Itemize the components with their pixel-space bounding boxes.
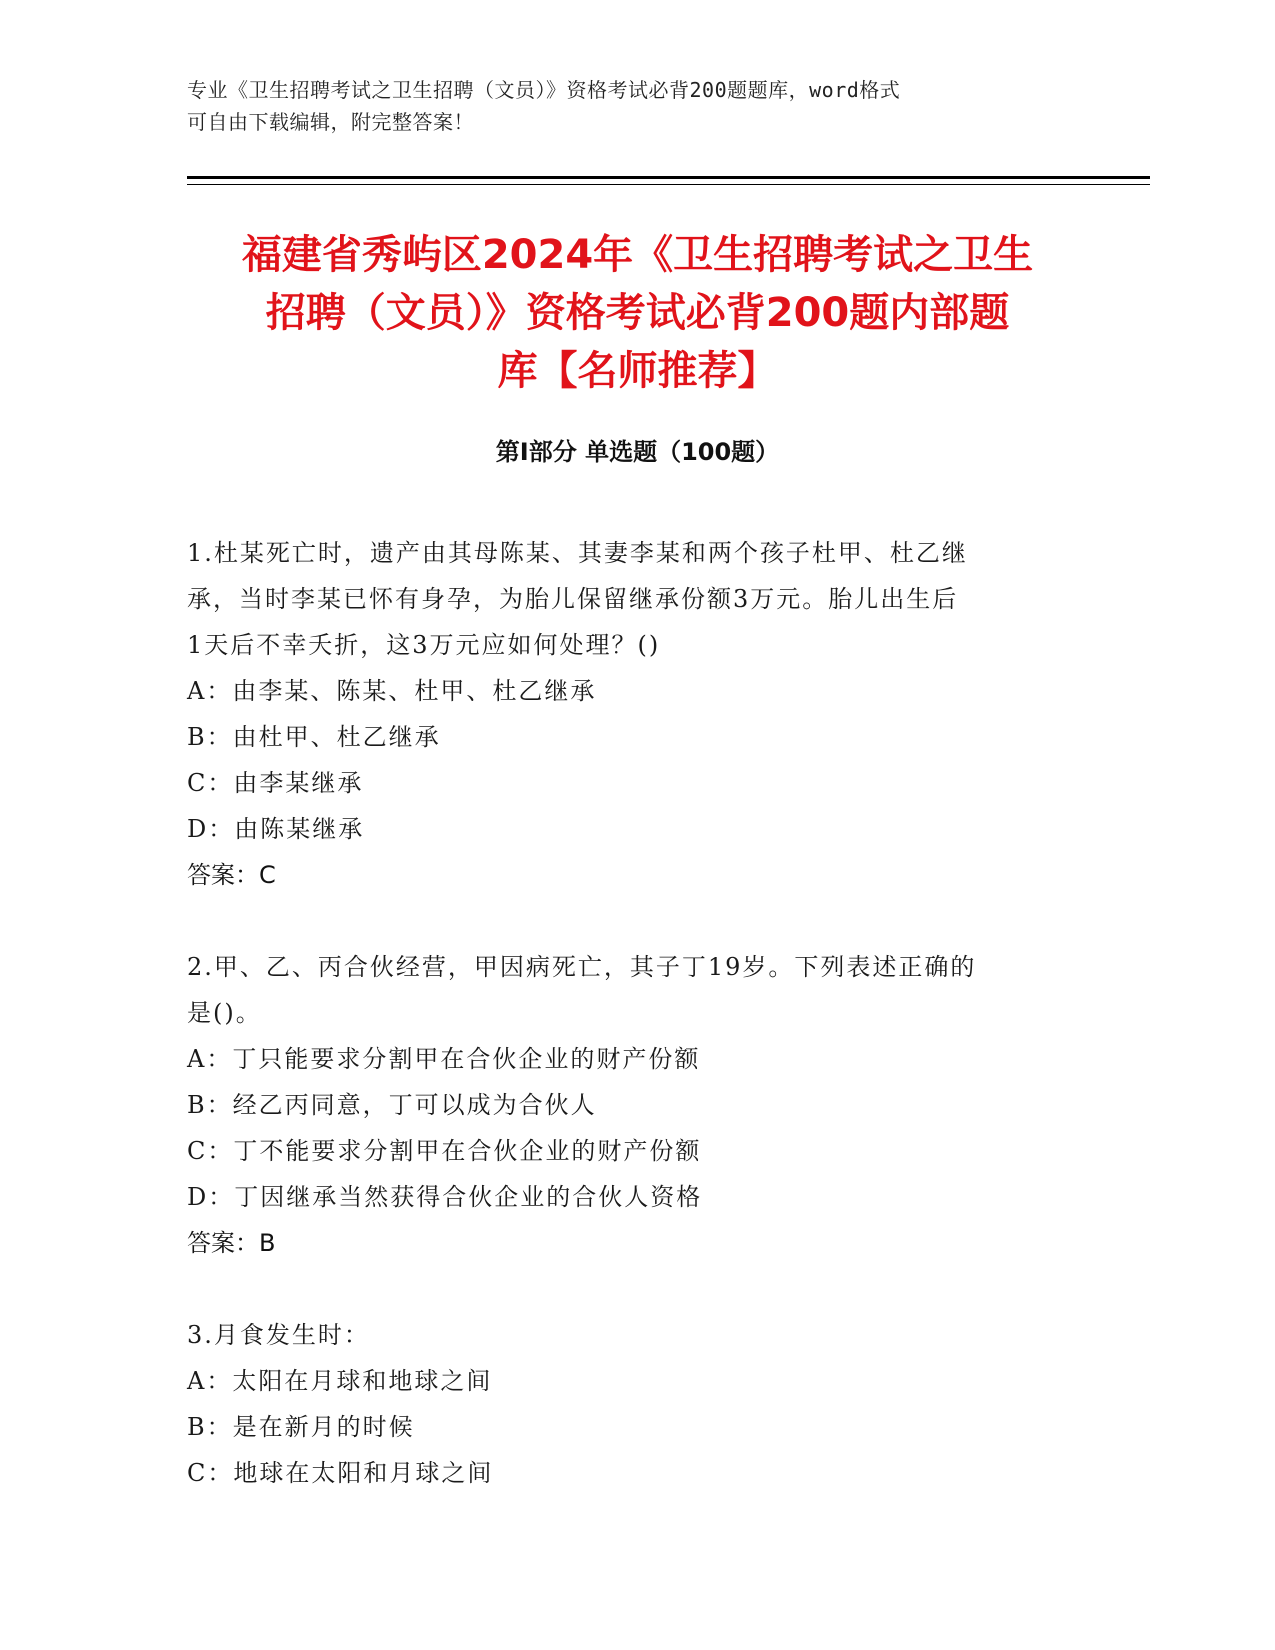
title-line-2: 招聘（文员）》资格考试必背200题内部题 bbox=[265, 290, 1010, 336]
question-2 bbox=[187, 944, 1087, 1266]
option-c: C：丁不能要求分割甲在合伙企业的财产份额 bbox=[187, 1137, 702, 1165]
option-a: A：由李某、陈某、杜甲、杜乙继承 bbox=[187, 677, 597, 705]
question-stem-line: 3.月食发生时： bbox=[187, 1321, 370, 1349]
option-c: C：地球在太阳和月球之间 bbox=[187, 1459, 494, 1487]
question-stem-line: 1天后不幸夭折，这3万元应如何处理？() bbox=[187, 631, 661, 659]
option-b: B：由杜甲、杜乙继承 bbox=[187, 723, 441, 751]
question-3 bbox=[187, 1312, 1087, 1496]
header-divider-thick bbox=[187, 176, 1150, 179]
header-note-line-2: 可自由下载编辑，附完整答案！ bbox=[187, 110, 474, 134]
option-d: D：由陈某继承 bbox=[187, 815, 365, 843]
option-b: B：是在新月的时候 bbox=[187, 1413, 415, 1441]
question-spacer bbox=[187, 1266, 1087, 1312]
question-1 bbox=[187, 530, 1087, 898]
option-a: A：丁只能要求分割甲在合伙企业的财产份额 bbox=[187, 1045, 701, 1073]
question-stem-line: 承，当时李某已怀有身孕，为胎儿保留继承份额3万元。胎儿出生后 bbox=[187, 585, 959, 613]
option-b: B：经乙丙同意，丁可以成为合伙人 bbox=[187, 1091, 597, 1119]
question-stem-line: 是()。 bbox=[187, 999, 262, 1027]
header-note-line-1: 专业《卫生招聘考试之卫生招聘（文员）》资格考试必背200题题库，word格式 bbox=[187, 78, 901, 102]
document-title bbox=[150, 226, 1125, 400]
answer-line: 答案：C bbox=[187, 861, 276, 889]
header-note bbox=[187, 74, 1067, 138]
question-stem-line: 1.杜某死亡时，遗产由其母陈某、其妻李某和两个孩子杜甲、杜乙继 bbox=[187, 539, 968, 567]
option-d: D：丁因继承当然获得合伙企业的合伙人资格 bbox=[187, 1183, 703, 1211]
answer-line: 答案：B bbox=[187, 1229, 276, 1257]
title-line-3: 库【名师推荐】 bbox=[497, 348, 778, 394]
question-stem-line: 2.甲、乙、丙合伙经营，甲因病死亡，其子丁19岁。下列表述正确的 bbox=[187, 953, 977, 981]
header-divider-thin bbox=[187, 184, 1150, 185]
question-spacer bbox=[187, 898, 1087, 944]
question-list bbox=[187, 530, 1087, 1496]
title-line-1: 福建省秀屿区2024年《卫生招聘考试之卫生 bbox=[241, 232, 1034, 278]
option-c: C：由李某继承 bbox=[187, 769, 364, 797]
option-a: A：太阳在月球和地球之间 bbox=[187, 1367, 493, 1395]
section-heading: 第Ⅰ部分 单选题（100题） bbox=[495, 438, 780, 466]
